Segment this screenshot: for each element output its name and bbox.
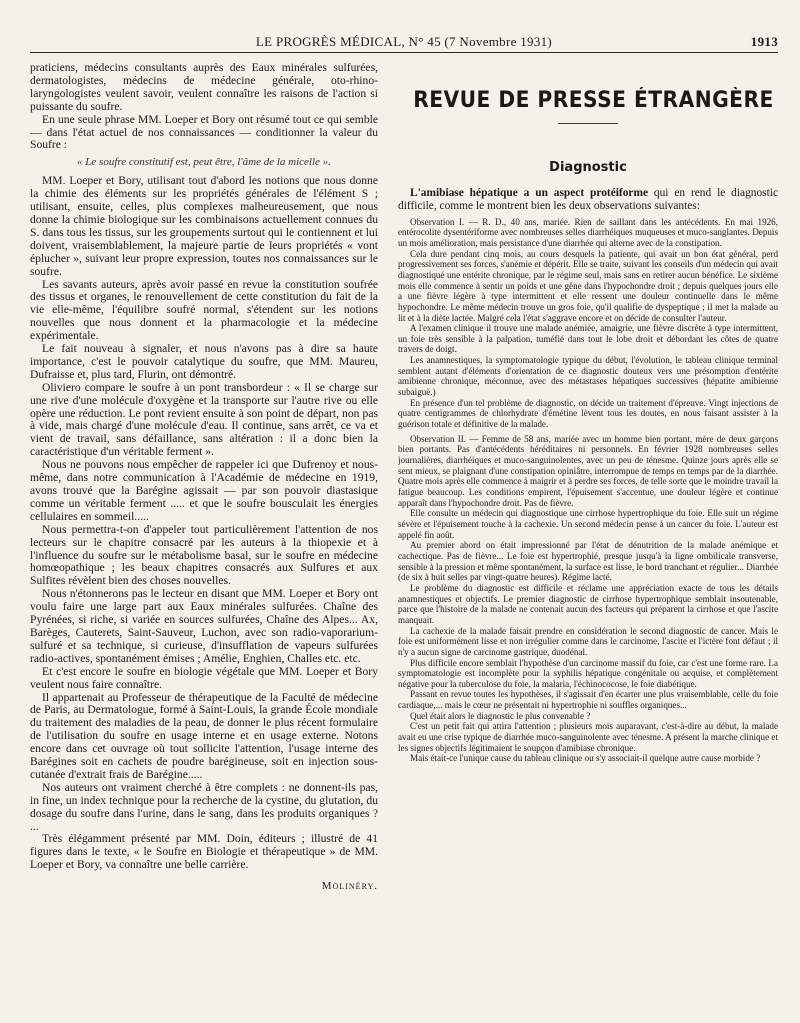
page-number: 1913 [750,34,778,49]
observation-paragraph: La cachexie de la malade faisait prendre en considération le second diagnostic de cancer. Mais le foie est uniformément lisse et non irrégulier comme dans le carcinome, l'ascite et l'ictère font défaut ; il n'y a aucun signe de carcinome gastrique, duodénal. [398,625,778,657]
journal-title: LE PROGRÈS MÉDICAL, N° 45 (7 Novembre 1931) [255,34,553,49]
divider [558,123,618,124]
left-column [30,62,378,1015]
paragraph: Nos auteurs ont vraiment cherché à être complets : ne donnent-ils pas, in fine, un index technique pour la recherche de la cystine, du glutation, du dosage du soufre dans l'urine, dans le sang, dans les produits organiques ? ... [30,780,378,833]
observation-paragraph: C'est un petit fait qui attira l'attention ; plusieurs mois auparavant, c'est-à-dire au début, la malade avait eu une crise typique de diarrhée muco-sanguinolente avec ténesme. A présent la marche clinique et les signes objectifs légitimaient le soupçon d'amibiase chronique. [398,721,778,753]
paragraph: Les savants auteurs, après avoir passé en revue la constitution soufrée des tissus et organes, le renouvellement de cette constitution du fait de la vie elle-même, l'équilibre soufré normal, s'étendent sur les notions nouvelles que nous donnent et la pharmacologie et la médecine expérimentale. [30,277,378,343]
running-header [30,34,778,53]
observation-paragraph: Observation II. — Femme de 58 ans, mariée avec un homme bien portant, mère de deux garçons bien portants. Pas d'antécédents héréditaires ni personnels. En février 1928 nombreuses selles journalières, diarrhéiques et muco-sanguinolentes, avec un peu de ténesme. Quinze jours après elle se sent mieux, se plaignant d'une constipation opiniâtre, interrompue de temps en temps par de la diarrhée. Quatre mois après elle commence à maigrir et à perdre ses forces, de telle sorte que le moindre travail la fatigue beaucoup. Les conditions empirent, l'épuisement s'accentue, une douleur légère et continue apparaît dans l'hypochondre droit. Pas de fièvre. [398,433,778,508]
observation-paragraph: Mais était-ce l'unique cause du tableau clinique ou s'y associait-il quelque autre cause morbide ? [410,753,761,764]
section-title: REVUE DE PRESSE ÉTRANGÈRE [413,88,774,113]
paragraph: praticiens, médecins consultants auprès des Eaux minérales sulfurées, dermatologistes, médecins de médecine générale, oto-rhino-laryngologistes veulent savoir, veulent connaître les raisons de l'action si puissante du soufre. [30,62,378,113]
paragraph: Très élégamment présenté par MM. Doin, éditeurs ; illustré de 41 figures dans le texte, « le Soufre en Biologie et thérapeutique » de MM. Loeper et Bory, va connaître une belle carrière. [30,832,378,872]
paragraph: Nous n'étonnerons pas le lecteur en disant que MM. Loeper et Bory ont voulu faire une large part aux Eaux minérales sulfurées. Chaîne des Pyrénées, si riche, si variée en sources sulfurées, Chaîne des Alpes... Ax, Barèges, Cauterets, Saint-Sauveur, Luchon, avec son radio-vaporarium-sulfuré et sa technique, si curieuse, d'insufflation de vapeurs sulfurées radio-actives, spontanément émises ; Amélie, Enghien, Challes etc. etc. [30,587,378,665]
right-column [398,62,778,1015]
paragraph: En une seule phrase MM. Loeper et Bory ont résumé tout ce qui semble — dans l'état actuel de nos connaissances — conditionner la valeur du Soufre : [30,112,378,152]
observation-paragraph: Cela dure pendant cinq mois, au cours desquels la patiente, qui avait un bon état général, perd progressivement ses forces, s'anémie et dépérit. Elle se traite, suivant les conseils d'un médecin qui avait diagnostiqué une entérite chronique, par le régime seul, mais sans en retirer aucun bénéfice. Le sixième mois elle commence à sentir un poids et une gêne dans l'hypochondre droit ; depuis quelques jours elle a une fièvre légère à type intermittent et elle ressent une douleur continuelle dans le même hypochondre. Le même médecin trouve un gros foie, qu'il qualifie de dyspeptique ; il met la malade au lit et à la diète lactée. Malgré cela l'état s'aggrave encore et on décide de consulter l'auteur. [398,248,778,323]
observation-paragraph: Observation I. — R. D., 40 ans, mariée. Rien de saillant dans les antécédents. En mai 1926, entérocolite dysentériforme avec nombreuses selles diarrhéiques muqueuses et muco-sanglantes. Depuis un mois amélioration, mais persistance d'une diarrhée qui alterne avec de la constipation. [398,216,778,248]
subsection-title: Diagnostic [549,160,627,175]
observation-paragraph: Passant en revue toutes les hypothèses, il s'agissait d'en écarter une plus vraisemblable, celle du foie cardiaque,... mais le cœur ne présentait ni hypertrophie ni souffles organiques... [398,689,778,711]
paragraph: Oliviero compare le soufre à un pont transbordeur : « Il se charge sur une rive d'une molécule d'oxygène et la transporte sur l'autre rive ou elle opère une réduction. Le pont revient ensuite à son point de départ, non pas à vide, mais chargé d'une molécule d'eau. Il continue, sans arrêt, ce va et vient de travail, sans défaillance, sans altération : il a donc bien la caractéristique d'un véritable ferment ». [30,380,378,459]
paragraph: MM. Loeper et Bory, utilisant tout d'abord les notions que nous donne la chimie des éléments sur les propriétés générales de l'élément S ; utilisant, ensuite, celles, plus complexes malheureusement, que nous donne la chimie biologique sur les combinaisons actuellement connues du S. dans tous les tissus, sur les groupements surtout qui le contiennent et lui doivent, vraisemblablement, la majeure partie de leurs propriétés « vont éplucher », suivant leur propre expression, toutes nos connaissances sur le soufre. [30,174,378,278]
paragraph: Et c'est encore le soufre en biologie végétale que MM. Loeper et Bory veulent nous faire connaître. [30,664,378,691]
observation-paragraph: Les anamnestiques, la symptomatologie typique du début, l'évolution, le tableau clinique terminal semblent autant d'éléments d'orientation de ce diagnostic douteux vers une présomption d'entérite amibienne chronique, méconnue, avec des métastases hépatiques successives (hépatite amibienne subaiguë.) [398,355,778,398]
observation-paragraph: Quel était alors le diagnostic le plus convenable ? [410,710,591,721]
lead-title: L'amibiase hépatique a un aspect protéiforme [410,187,649,199]
signature: Molinéry. [321,880,378,893]
lead-text: qui en rend le diagnostic difficile, comme le montrent bien les deux observations suivantes: [398,187,778,212]
paragraph: Le fait nouveau à signaler, et nous n'avons pas à dire sa haute importance, c'est le pouvoir catalytique du soufre, que MM. Maureu, Dufraisse et, plus tard, Flurin, ont démontré. [30,342,378,381]
paragraph: Il appartenait au Professeur de thérapeutique de la Faculté de médecine de Paris, au Dermatologue, formé à Saint-Louis, la grande École mondiale du traitement des maladies de la peau, de donner le plus récent formulaire de l'utilisation du soufre en usage interne et en usage externe. Notons encore dans cet ouvrage où tout sollicite l'attention, l'usage interne des Barégines soit en cachets de poudre barégineuse, soit en injection sous-cutanée d'extrait frais de Barégine..... [30,690,378,781]
lead-paragraph [398,187,778,213]
observation-paragraph: Plus difficile encore semblait l'hypothèse d'un carcinome massif du foie, car c'est une forme rare. La symptomatologie est incomplète pour la syphilis hépatique congénitale ou acquise, et complètement négative pour la tuberculose du foie, la malaria, l'échinococose, le foie diabétique. [398,657,778,689]
observation-paragraph: Elle consulte un médecin qui diagnostique une cirrhose hypertrophique du foie. Elle suit un régime sévère et l'épuisement touche à la cachexie. Un second médecin pense à un cancer du foie. L'auteur est appelé fin août. [398,508,778,540]
observation-paragraph: Le problème du diagnostic est difficile et réclame une appréciation exacte de tous les détails anamnestiques et objectifs. Le premier diagnostic de cirrhose hypertrophique semblait insoutenable, parce que l'histoire de la malade ne contenait aucun des facteurs qui préparent la cirrhose et que l'ascite manquait. [398,582,778,625]
quote: « Le soufre constitutif est, peut être, l'âme de la micelle ». [77,156,331,169]
observation-paragraph: A l'examen clinique il trouve une malade anémiée, amaigrie, une fièvre discrète à type intermittent, un foie très sensible à la palpation, tuméfié dans tout le lobe droit et débordant les côtes de quatre travers de doigt. [398,323,778,355]
paragraph: Nous permettra-t-on d'appeler tout particulièrement l'attention de nos lecteurs sur le chapitre consacré par les auteurs à la thiopexie et à l'influence du soufre sur le métabolisme basal, sur le soufre en médecine homœopathique ; les beaux chapitres consacrés aux Sulfures et aux Sulfites révèlent bien des choses nouvelles. [30,522,378,588]
observation-paragraph: En présence d'un tel problème de diagnostic, on décide un traitement d'épreuve. Vingt injections de quatre centigrammes de chlorhydrate d'émétine lèvent tous les doutes, en nous faisant assister à la guérison totale et définitive de la malade. [398,397,778,430]
paragraph: Nous ne pouvons nous empêcher de rappeler ici que Dufrenoy et nous-même, dans notre communication à l'Académie de médecine en 1919, avons trouvé que la Barégine agissait — par son pouvoir diastasique comme un véritable ferment ..... et que le soufre bousculait les énergies cellulaires en sommeil..... [30,458,378,523]
observation-paragraph: Au premier abord on était impressionné par l'état de dénutrition de la malade anémique et cachectique. Pas de fièvre... Le foie est hypertrophié, presque jusqu'à la ligne ombilicale transverse, sensible à la pression et même spontanément, la surface est lisse, le bord tranchant et régulier... Diarrhée (de six à huit selles par vingt-quatre heures). Régime lacté. [398,540,778,583]
